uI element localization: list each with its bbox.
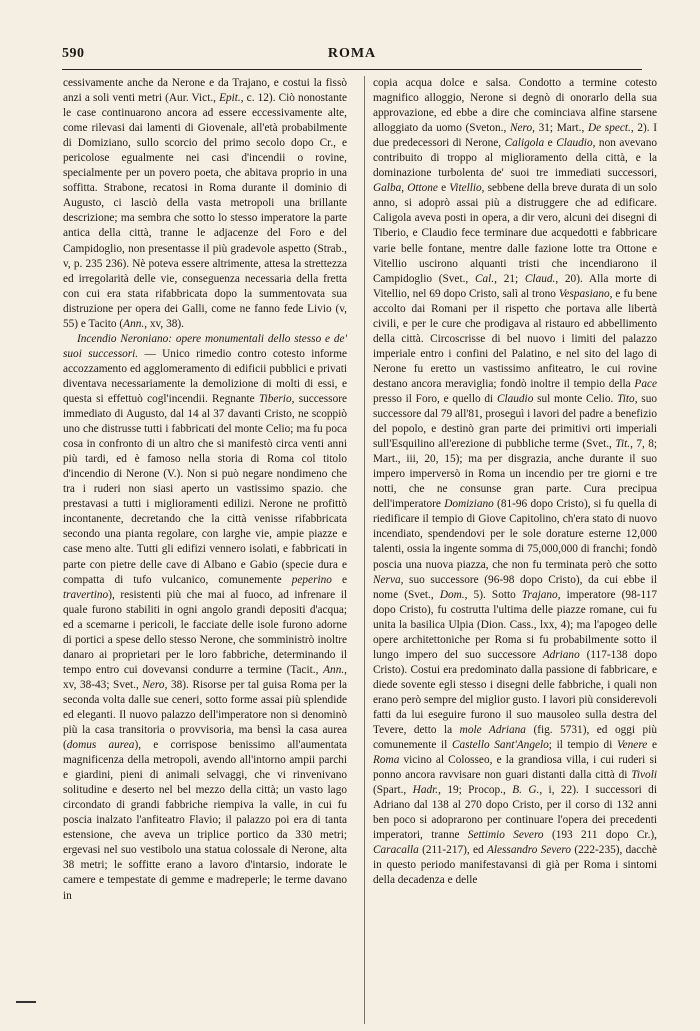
text-run: , 19; Procop.,	[438, 784, 513, 797]
italic-text: De spect.	[587, 122, 631, 135]
text-run: sul monte Celio.	[533, 392, 618, 405]
text-run: presso il Foro, e quello di	[373, 392, 497, 405]
text-run: , successore immediato di Augusto, dal 14 al 37 davanti Cristo, ne scoppiò uno che distrusse tutti i fabbricati del monte Celio; ma fu poca cosa in confronto di un altro che si manifestò circa venti anni più tardi, ed è famoso nella storia di Roma col titolo d'incendio di Nerone (V.). Non si può negare nondimeno che tra i ruderi non siasi aperto un vastissimo spazio. che prestavasi a tutti i miglioramenti edilizi. Nerone ne profittò incontanente, decretando che la città venisse rifabbricata secondo una pianta regolare, con larghe vie, ampie piazze e case meno alte. Tutti gli edifizi vennero isolati, e fabbricati in parte con pietre delle cave di Albano e Gabio (specie dura e compatta di tufo vulcanico, comunemente	[63, 392, 347, 586]
italic-text: mole Adriana	[459, 724, 526, 737]
text-run: , e fu bene accolto dai Romani per il rispetto che portava alle libertà civili, e per le cure che prodigava al ristauro ed abbellimento della città. Circoscrisse di bel nuovo i limiti del palazzo imperiale entro i confini del Palatino, e nel sito del lago di Nerone fu eretto un vastissimo anfiteatro, le cui rovine destano ancora meraviglia; fondò inoltre il tempio della	[373, 287, 657, 390]
column-divider	[364, 76, 365, 1024]
italic-text: Tito	[617, 392, 635, 405]
text-run: ), e corrispose benissimo all'aumentata magnificenza della metropoli, avendo all'intorno ampii parchi e giardini, pieni di animali selvaggi, che vi rinvenivano solitudine e deserto nel bel mezzo della città; un vasto lago circondato di grandi fabbriche riempiva la valle, in cui fu poscia inalzato l'anfiteatro Flavio; il palazzo poi era di tanta estensione, che aveva un triplice portico da 330 metri; ergevasi nel suo vestibolo una statua colossale di Nerone, alta 38 metri; le soffitte erano a lavoro d'intarsio, indorate le camere e tempestate di gemme e madreperle; le terme davano in	[63, 739, 348, 902]
text-run: , xv, 38-43; Svet.,	[63, 663, 347, 691]
text-run: , 2). I due predecessori di Nerone,	[373, 122, 657, 150]
italic-text: Tit.	[615, 438, 631, 451]
paragraph	[373, 76, 657, 889]
italic-text: Venere	[617, 739, 648, 752]
italic-text: Ann.	[123, 317, 145, 330]
italic-text: Adriano	[542, 648, 580, 661]
text-run: , c. 12). Ciò nonostante le case continuarono ancora ad essere eccessivamente alte, come rilevasi dai lamenti di Giovenale, all'età probabilmente di Domiziano, sullo scorcio del primo secolo dopo Cr., e pericolose egualmente nei casi d'incendii o rovine, specialmente per un povero poeta, che abitava proprio in una soffitta. Strabone, recatosi in Roma durante il dominio di Augusto, ci lasciò della vasta metropoli una brillante descrizione; ma sembra che sotto lo stesso imperatore la parte antica della città, tranne le adjacenze del Foro e del Campidoglio, non presentasse il più gradevole aspetto (Strab., v, p. 235 236). Nè poteva essere altrimente, attesa la strettezza ed irregolarità delle vie, conseguenza necessaria della fretta con cui era stata rifabbricata dopo la summentovata sua distruzione per opera dei Galli, come ne fanno fede Livio (v, 55) e Tacito (	[63, 92, 347, 330]
running-head: ROMA	[327, 46, 377, 61]
text-run: — Unico rimedio contro cotesto informe accozzamento ed agglomeramento di edificii pubblici e privati diventava necessariamente la demolizione di molti di essi, e questa si effettuò cogl'incendii. Regnante	[63, 347, 347, 405]
text-run: (222-235), dacchè in questo periodo manifestavansi di già per Roma i sintomi della decadenza e delle	[373, 844, 657, 887]
text-run: , xv, 38).	[144, 317, 184, 330]
text-run: cessivamente anche da Nerone e da Trajano, e costui la fissò anzi a soli venti metri (Aur. Vict.,	[63, 77, 347, 105]
text-run: e	[647, 739, 657, 752]
left-column	[63, 76, 347, 904]
page-header	[62, 46, 642, 68]
italic-text: Ann.	[323, 663, 345, 676]
margin-mark	[16, 1001, 36, 1003]
text-run: e	[544, 137, 557, 150]
italic-text: Incendio Neroniano: opere monumentali dello stesso e de' suoi successori.	[63, 332, 347, 360]
italic-text: Pace	[634, 377, 657, 390]
text-run: , suo successore dal 79 all'81, proseguì i lavori del padre a benefizio del popolo, e destinò gran parte dei primitivi orti imperiali sull'Esquilino all'erezione di pubbliche terme (Svet.,	[373, 392, 657, 451]
italic-text: Roma	[373, 754, 400, 767]
italic-text: Claudio	[496, 392, 534, 405]
italic-text: Nerva	[373, 573, 401, 586]
text-run: e	[331, 573, 347, 586]
italic-text: peperino	[291, 573, 332, 586]
text-run: , 20). Alla morte di Vitellio, nel 69 dopo Cristo, salì al trono	[373, 272, 657, 300]
italic-text: Hadr.	[412, 784, 439, 797]
text-run: copia acqua dolce e salsa. Condotto a termine cotesto magnifico alloggio, Nerone si degnò di onorarlo della sua approvazione, ed ebbe a dire che cominciava alfine starsene alloggiato da uomo (Sveton.,	[373, 77, 657, 135]
text-run: , 38). Risorse per tal guisa Roma per la seconda volta dalle sue ceneri, sotto forme assai più splendide ed eleganti. Il nuovo palazzo dell'imperatore non si denominò più la casa transitoria o provvisoria, ma bensì la casa aurea (	[63, 678, 347, 752]
right-column	[373, 76, 657, 889]
text-run: , suo successore (96-98 dopo Cristo), da cui ebbe il nome (Svet.,	[373, 573, 657, 601]
italic-text: Vitellio	[449, 182, 482, 195]
text-run: , 7, 8; Mart., iii, 20, 15); ma per disgrazia, anche durante il suo impero imperversò in Roma un incendio per tre giorni e tre notti, che ne consunse gran parte. Cura precipua dell'imperatore	[373, 438, 657, 511]
text-run: vicino al Colosseo, e la grandiosa villa, i cui ruderi si ponno ancora ravvisare non guari distanti dalla città di	[373, 754, 657, 782]
text-run: , 21;	[494, 272, 525, 285]
italic-text: Caracalla	[373, 844, 419, 857]
italic-text: Domiziano	[444, 498, 494, 511]
italic-text: Claud.	[524, 272, 556, 285]
text-run: , non avevano contribuito di troppo al miglioramento della città, e la dominazione turbolenta de' suoi tre immediati successori,	[373, 137, 657, 180]
italic-text: Settimio Severo	[467, 829, 544, 842]
italic-text: Dom.	[439, 588, 465, 601]
italic-text: Nero	[142, 678, 165, 691]
text-run: , 5). Sotto	[464, 588, 522, 601]
text-run: (fig. 5731), ed oggi più comunemente il	[373, 724, 657, 752]
text-run: , imperatore (98-117 dopo Cristo), fu costrutta l'ultima delle piazze romane, cui fu unita la basilica Ulpia (Dion. Cass., lxx, 4); ma l'apogeo delle opere architettoniche per Roma si fu probabilmente sotto il lungo impero del suo successore	[373, 588, 658, 661]
italic-text: Galba, Ottone	[373, 182, 438, 195]
italic-text: Trajano	[521, 588, 558, 601]
italic-text: Cal.	[474, 272, 495, 285]
text-run: (Spart.,	[373, 784, 413, 797]
italic-text: domus aurea	[66, 739, 135, 752]
text-run: (211-217), ed	[418, 844, 487, 857]
page-number: 590	[62, 46, 85, 61]
text-run: e	[437, 182, 450, 195]
italic-text: Caligola	[504, 137, 545, 150]
italic-text: Tiberio	[258, 392, 292, 405]
italic-text: travertino	[63, 588, 109, 601]
italic-text: Castello Sant'Angelo	[451, 739, 549, 752]
text-run: (193 211 dopo Cr.),	[543, 829, 657, 842]
paragraph	[63, 76, 347, 332]
italic-text: Tivoli	[631, 769, 657, 782]
header-rule	[62, 69, 642, 70]
text-run: ), resistenti più che mai al fuoco, ad infrenare il quale furono stabiliti in ogni angolo grandi depositi d'acqua; ed a scemarne i pericoli, le facciate delle isole furono adorne di portici a spese dello stesso Nerone, che somministrò inoltre danaro ai proprietari per le loro fabbriche, determinando il tempo entro cui dovevansi condurre a termine (Tacit.,	[63, 588, 347, 676]
text-run: , 31; Mart.,	[532, 122, 588, 135]
italic-text: B. G.	[512, 784, 540, 797]
paragraph	[63, 332, 347, 904]
text-run: ; il tempio di	[548, 739, 617, 752]
text-run: (81-96 dopo Cristo), si fu quella di riedificare il tempio di Giove Capitolino, ch'era stato di nuovo incendiato, spendendovi per le sole dorature esterne 12,000 talenti, ossia la ingente somma di 75,000,000 di franchi; fondò poscia una nuova piazza, che non fu terminata però che sotto	[373, 498, 657, 571]
text-run: (117-138 dopo Cristo). Costui era predominato dalla passione di fabbricare, e diede sovente egli stesso i disegni delle fabbriche, i quali non erano però sempre del miglior gusto. I lavori più considerevoli fatti da lui eseguire furono il suo mausoleo sulla destra del Tevere, detto la	[373, 648, 657, 737]
italic-text: Vespasiano	[558, 287, 610, 300]
italic-text: Claudio	[556, 137, 593, 150]
italic-text: Nero	[509, 122, 533, 135]
text-run: , sebbene della breve durata di un solo anno, si adoprò assai più a distruggere che ad edificare. Caligola aveva posti in opera, a dir vero, alcuni dei disegni di Tiberio, e Claudio fece terminare due acquedotti e fabbricare varie belle fontane, mentre dalle fazione lotte tra Ottone e Vitellio uscirono alquanti tristi che incendiarono il Campidoglio (Svet.,	[373, 182, 657, 285]
italic-text: Alessandro Severo	[486, 844, 572, 857]
italic-text: Epit.	[219, 92, 241, 105]
text-run: , i, 22). I successori di Adriano dal 138 al 270 dopo Cristo, per il corso di 132 anni ben poco si adoprarono per continuare l'opera dei precedenti imperatori, tranne	[373, 784, 657, 842]
